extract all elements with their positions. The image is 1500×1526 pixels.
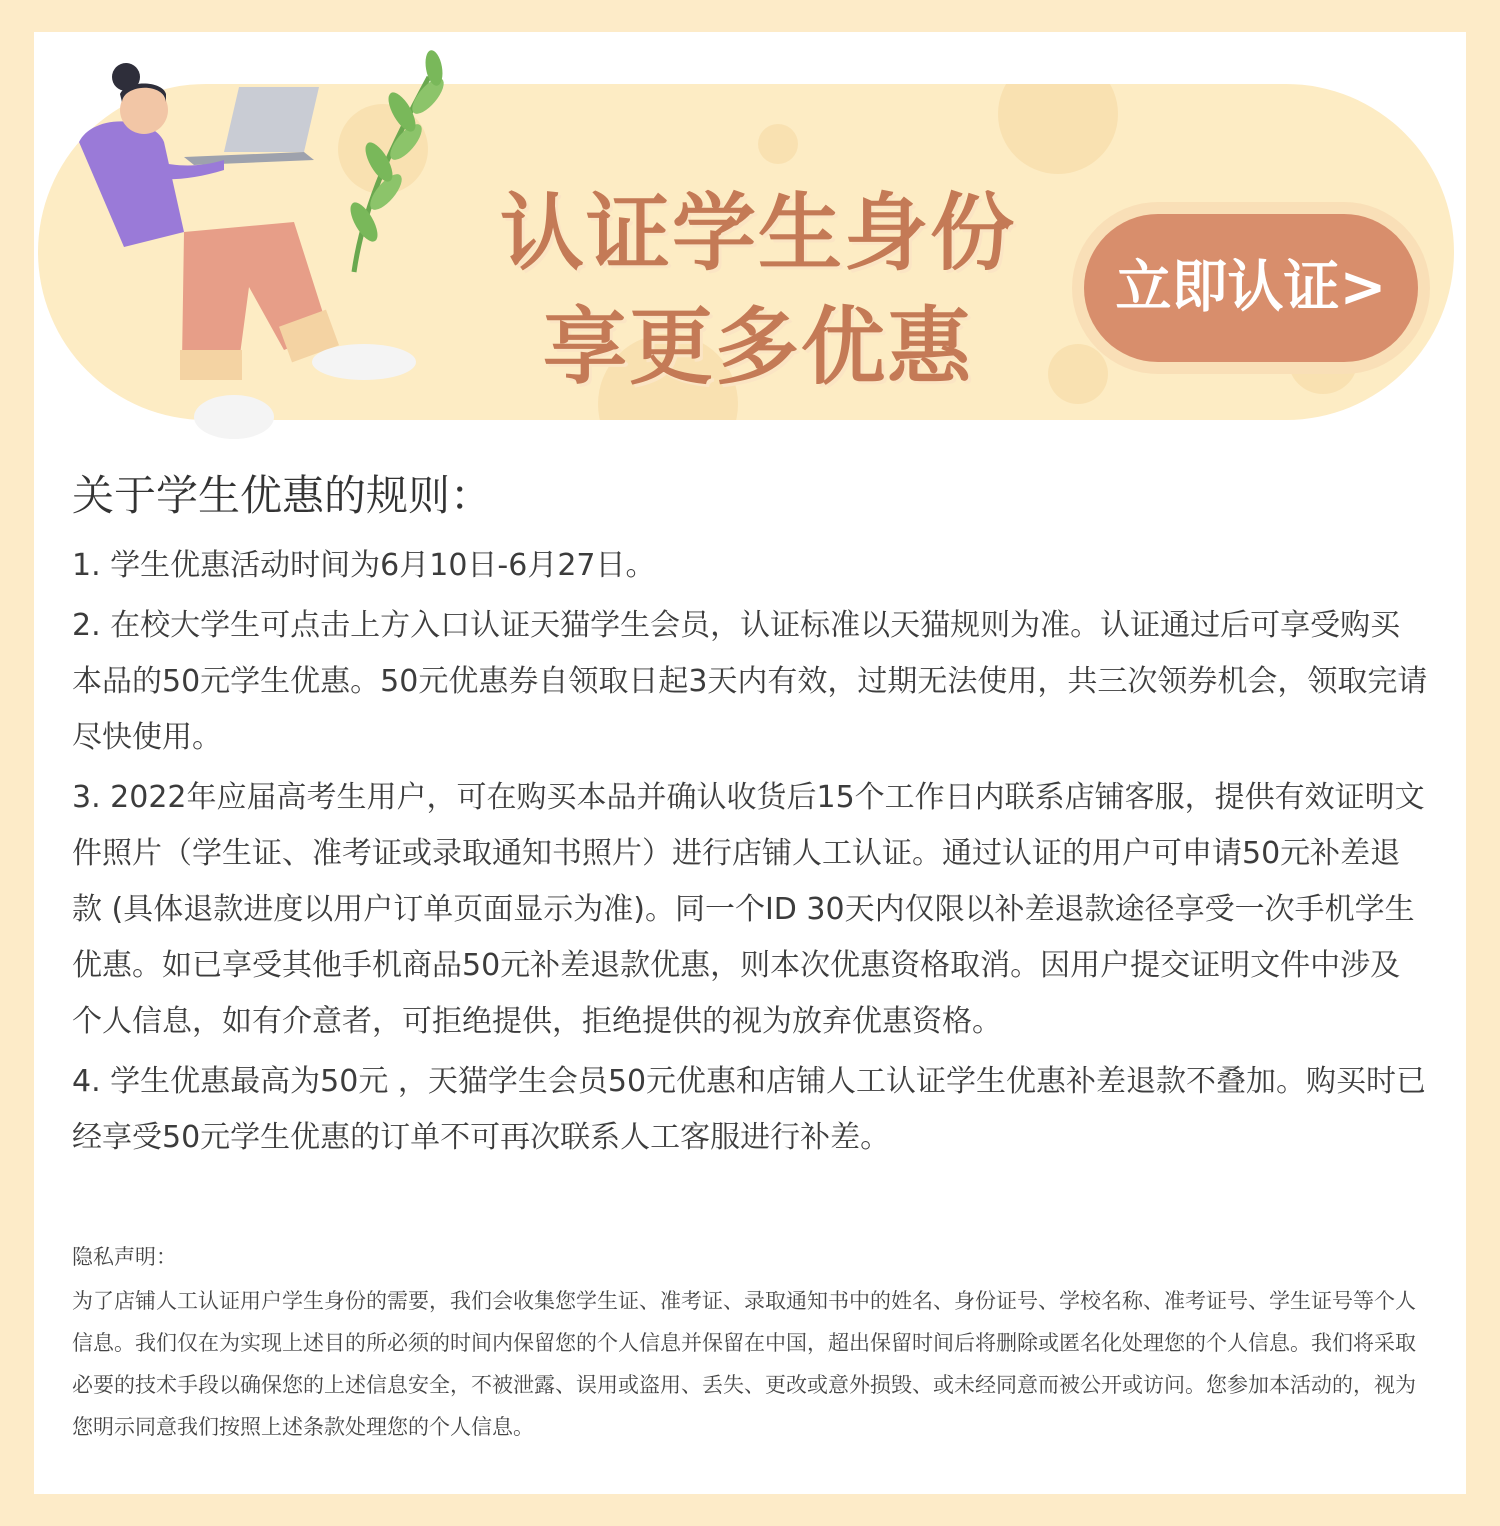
promo-card — [34, 32, 1466, 1494]
rule-item-3: 3. 2022年应届高考生用户，可在购买本品并确认收货后15个工作日内联系店铺客服，提供有效证明文件照片（学生证、准考证或录取通知书照片）进行店铺人工认证。通过认证的用户可申请50元补差退款 (具体退款进度以用户订单页面显示为准)。同一个ID 30天内仅限以补差退款途径享受一次手机学生优惠。如已享受其他手机商品50元补差退款优惠，则本次优惠资格取消。因用户提交证明文件中涉及个人信息，如有介意者，可拒绝提供，拒绝提供的视为放弃优惠资格。 — [72, 780, 1425, 1039]
decor-bubble — [998, 84, 1118, 174]
privacy-section — [72, 1240, 1428, 1448]
privacy-title: 隐私声明： — [72, 1245, 177, 1269]
rules-section — [72, 470, 1428, 1170]
verify-now-button[interactable]: 立即认证> — [1084, 214, 1418, 362]
banner-title-line2: 享更多优惠 — [542, 298, 973, 396]
banner-title-line1: 认证学生身份 — [499, 184, 1016, 282]
rule-item-2: 2. 在校大学生可点击上方入口认证天猫学生会员，认证标准以天猫规则为准。认证通过后可享受购买本品的50元学生优惠。50元优惠券自领取日起3天内有效，过期无法使用，共三次领券机会，领取完请尽快使用。 — [72, 608, 1428, 755]
decor-bubble — [758, 124, 798, 164]
decor-bubble — [1048, 344, 1108, 404]
rule-item-1: 1. 学生优惠活动时间为6月10日-6月27日。 — [72, 548, 656, 583]
banner-title — [478, 176, 1038, 404]
privacy-body: 为了店铺人工认证用户学生身份的需要，我们会收集您学生证、准考证、录取通知书中的姓名、身份证号、学校名称、准考证号、学生证号等个人信息。我们仅在为实现上述目的所必须的时间内保留您的个人信息并保留在中国，超出保留时间后将删除或匿名化处理您的个人信息。我们将采取必要的技术手段以确保您的上述信息安全，不被泄露、误用或盗用、丢失、更改或意外损毁、或未经同意而被公开或访问。您参加本活动的，视为您明示同意我们按照上述条款处理您的个人信息。 — [72, 1289, 1416, 1439]
leaf-branch-icon — [345, 49, 449, 272]
student-illustration — [34, 32, 494, 462]
rule-item-4: 4. 学生优惠最高为50元 ，天猫学生会员50元优惠和店铺人工认证学生优惠补差退款不叠加。购买时已经享受50元学生优惠的订单不可再次联系人工客服进行补差。 — [72, 1064, 1427, 1155]
rules-heading: 关于学生优惠的规则： — [72, 471, 493, 520]
